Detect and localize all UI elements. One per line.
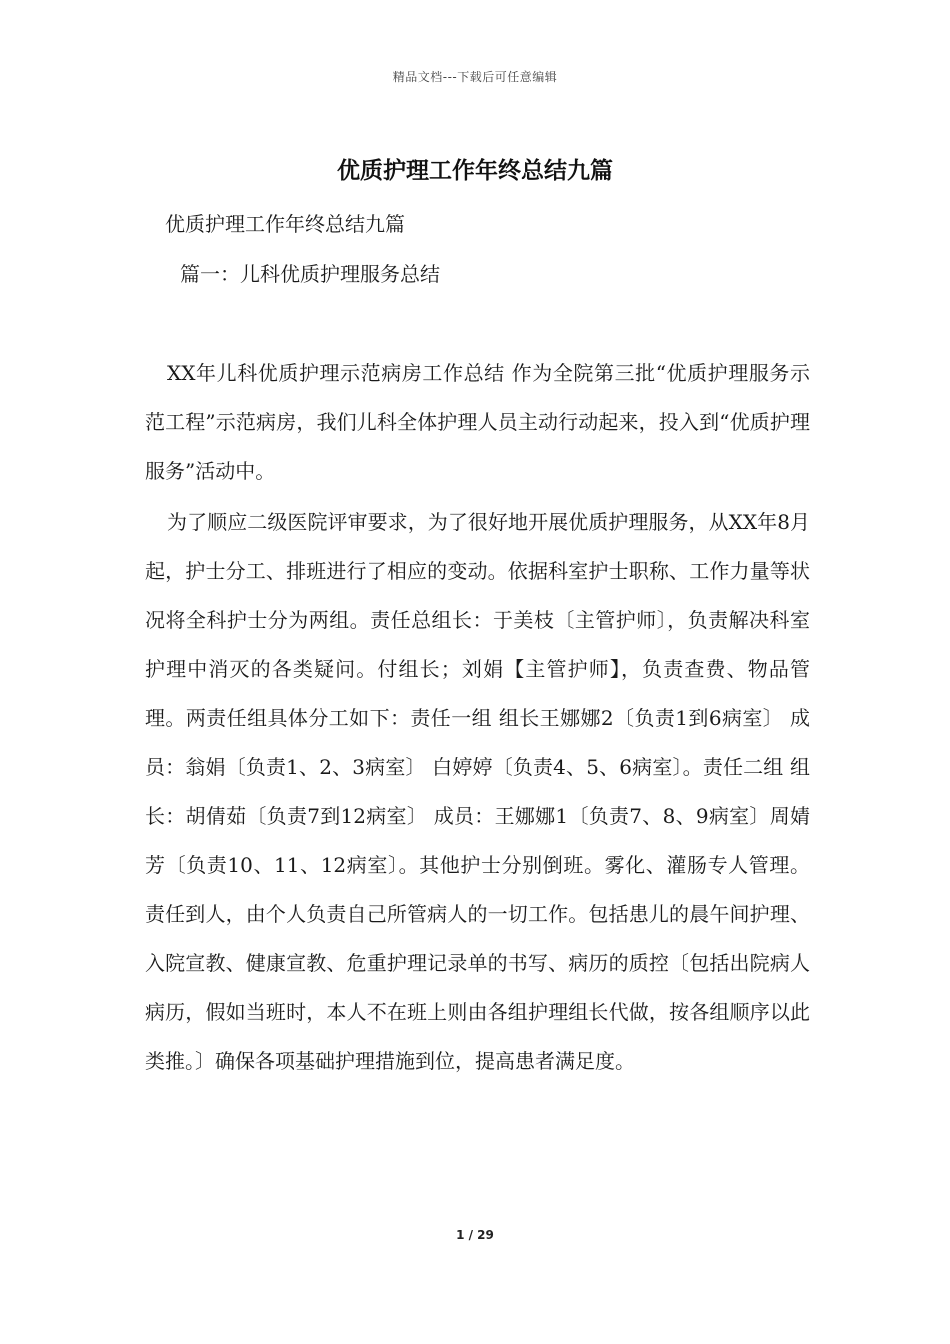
section-heading: 篇一：儿科优质护理服务总结 — [180, 262, 440, 286]
page-number: 1 / 29 — [456, 1228, 494, 1242]
body-paragraph-2 — [145, 498, 810, 1086]
paragraph-text: XX年儿科优质护理示范病房工作总结 作为全院第三批“优质护理服务示范工程”示范病房，我们儿科全体护理人员主动行动起来，投入到“优质护理服务”活动中。 — [145, 361, 810, 483]
header-note: 精品文档---下载后可任意编辑 — [392, 70, 558, 84]
body-paragraph-1 — [145, 349, 810, 496]
paragraph-text: 为了顺应二级医院评审要求，为了很好地开展优质护理服务，从XX年8月起，护士分工、排班进行了相应的变动。依据科室护士职称、工作力量等状况将全科护士分为两组。责任总组长：于美枝〔主管护师〕，负责解决科室护理中消灭的各类疑问。付组长；刘娟【主管护师】，负责查费、物品管理。两责任组具体分工如下：责任一组 组长王娜娜2〔负责1到6病室〕 成员：翁娟〔负责1、2、3病室〕 白婷婷〔负责4、5、6病室〕。责任二组 组长：胡倩茹〔负责7到12病室〕 成员：王娜娜1〔负责7、8、9病室〕周婧芳〔负责10、11、12病室〕。其他护士分别倒班。雾化、灌肠专人管理。 责任到人，由个人负责自己所管病人的一切工作。包括患儿的晨午间护理、入院宣教、健康宣教、危重护理记录单的书写、病历的质控〔包括出院病人病历，假如当班时，本人不在班上则由各组护理组长代做，按各组顺序以此类推。〕确保各项基础护理措施到位，提高患者满足度。 — [145, 510, 810, 1073]
document-title: 优质护理工作年终总结九篇 — [337, 158, 613, 184]
document-subtitle: 优质护理工作年终总结九篇 — [165, 212, 405, 236]
